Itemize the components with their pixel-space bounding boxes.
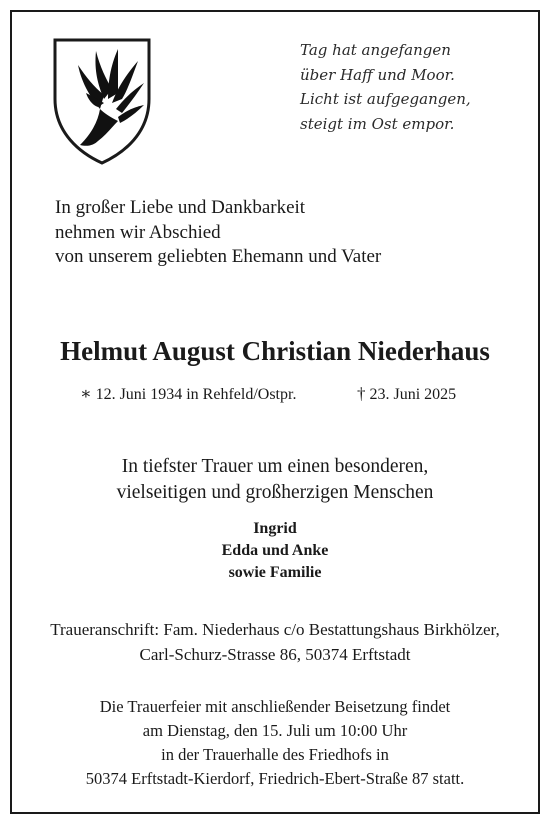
intro-line: nehmen wir Abschied: [55, 221, 221, 243]
funeral-service-info: [0, 695, 550, 791]
mourning-line: vielseitigen und großherzigen Menschen: [116, 482, 434, 503]
mourning-line: In tiefster Trauer um einen besonderen,: [121, 456, 429, 477]
poem-line: steigt im Ost empor.: [300, 114, 455, 133]
birth-date-text: 12. Juni 1934 in Rehfeld/Ostpr.: [95, 386, 297, 403]
mourner-name: Edda und Anke: [221, 542, 329, 559]
intro-text: [55, 196, 495, 270]
address-line: Carl-Schurz-Strasse 86, 50374 Erftstadt: [139, 645, 411, 664]
death-date-text: 23. Juni 2025: [369, 386, 457, 403]
poem-line: über Haff und Moor.: [300, 65, 455, 84]
mourner-name: Ingrid: [253, 520, 297, 537]
death-date: [357, 384, 456, 404]
service-line: Die Trauerfeier mit anschließender Beisetzung findet: [99, 697, 451, 716]
intro-line: von unserem geliebten Ehemann und Vater: [55, 246, 382, 267]
poem-line: Licht ist aufgegangen,: [300, 90, 471, 108]
address-line: Traueranschrift: Fam. Niederhaus c/o Bestattungshaus Birkhölzer,: [50, 620, 500, 639]
birth-star-icon: ∗: [80, 384, 92, 403]
service-line: 50374 Erftstadt-Kierdorf, Friedrich-Ebert-Straße 87 statt.: [85, 769, 465, 788]
poem-verse: [300, 38, 520, 136]
intro-line: In großer Liebe und Dankbarkeit: [55, 197, 306, 218]
death-cross-icon: †: [357, 384, 366, 403]
poem-line: Tag hat angefangen: [300, 41, 451, 59]
birth-date: [80, 384, 296, 404]
service-line: am Dienstag, den 15. Juli um 10:00 Uhr: [142, 721, 408, 740]
condolence-address: [0, 617, 550, 667]
mourners-list: [0, 518, 550, 584]
deceased-name: Helmut August Christian Niederhaus: [60, 336, 490, 366]
eagle-wing-crest-icon: [52, 37, 152, 165]
service-line: in der Trauerhalle des Friedhofs in: [161, 745, 389, 764]
mourning-statement: [0, 454, 550, 506]
mourner-name: sowie Familie: [228, 564, 322, 581]
